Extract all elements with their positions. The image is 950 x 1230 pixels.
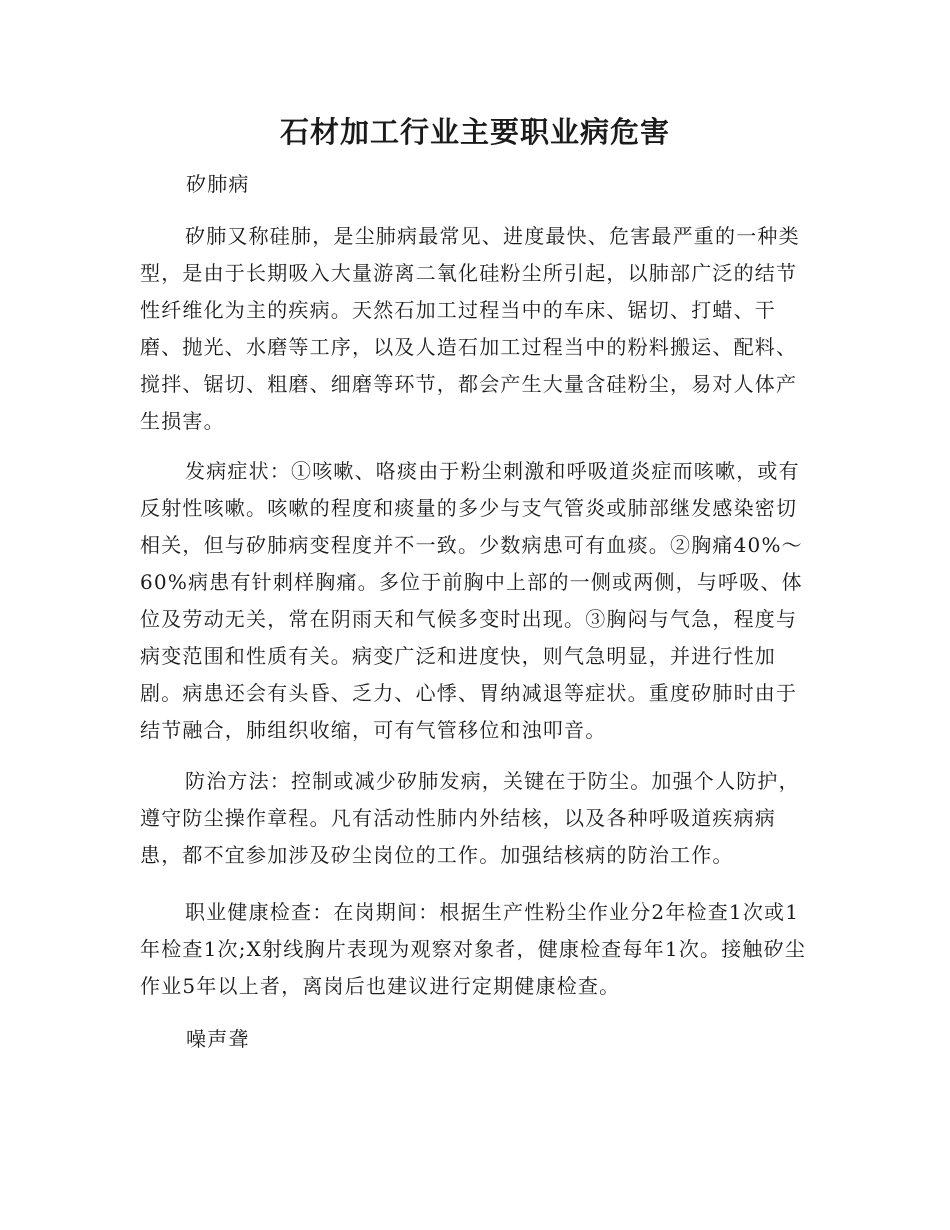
paragraph-definition: 矽肺又称硅肺，是尘肺病最常见、进度最快、危害最严重的一种类型，是由于长期吸入大量游离二氧化硅粉尘所引起，以肺部广泛的结节性纤维化为主的疾病。天然石加工过程当中的车床、锯切、打蜡、干磨、抛光、水磨等工序，以及人造石加工过程当中的粉料搬运、配料、搅拌、锯切、粗磨、细磨等环节，都会产生大量含硅粉尘，易对人体产生损害。 — [140, 224, 800, 433]
paragraph-prevention: 防治方法：控制或减少矽肺发病，关键在于防尘。加强个人防护，遵守防尘操作章程。凡有活动性肺内外结核，以及各种呼吸道疾病病患，都不宜参加涉及矽尘岗位的工作。加强结核病的防治工作。 — [140, 769, 800, 867]
section-heading-noise-deafness: 噪声聋 — [186, 1027, 250, 1051]
paragraph-health-checkup: 职业健康检查：在岗期间：根据生产性粉尘作业分2年检查1次或1年检查1次;X射线胸片表现为观察对象者，健康检查每年1次。接触矽尘作业5年以上者，离岗后也建议进行定期健康检查。 — [140, 900, 807, 998]
section-heading-silicosis: 矽肺病 — [186, 172, 250, 196]
document-title: 石材加工行业主要职业病危害 — [279, 115, 670, 149]
paragraph-symptoms: 发病症状：①咳嗽、咯痰由于粉尘刺激和呼吸道炎症而咳嗽，或有反射性咳嗽。咳嗽的程度和痰量的多少与支气管炎或肺部继发感染密切相关，但与矽肺病变程度并不一致。少数病患可有血痰。②胸痛40%～60%病患有针刺样胸痛。多位于前胸中上部的一侧或两侧，与呼吸、体位及劳动无关，常在阴雨天和气候多变时出现。③胸闷与气急，程度与病变范围和性质有关。病变广泛和进度快，则气急明显，并进行性加剧。病患还会有头昏、乏力、心悸、胃纳减退等症状。重度矽肺时由于结节融合，肺组织收缩，可有气管移位和浊叩音。 — [140, 459, 803, 742]
